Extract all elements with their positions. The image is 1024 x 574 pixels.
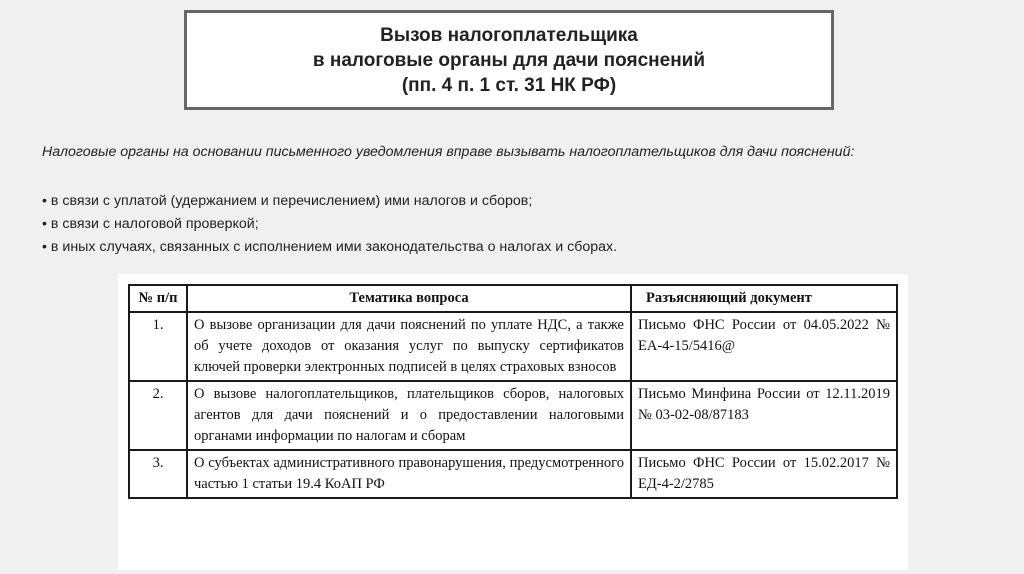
- row-num: 1.: [129, 312, 187, 381]
- row-topic: О вызове организации для дачи пояснений по уплате НДС, а также об учете доходов от оказания услуг по выпуску сертификатов ключей проверки электронных подписей в целях страховых взносов: [187, 312, 631, 381]
- title-line-3: (пп. 4 п. 1 ст. 31 НК РФ): [401, 74, 617, 96]
- header-num: № п/п: [129, 285, 187, 312]
- row-document: Письмо Минфина России от 12.11.2019 № 03-02-08/87183: [631, 381, 897, 450]
- table-row: [129, 312, 897, 381]
- title-line-1: Вызов налогоплательщика: [380, 24, 638, 46]
- row-document: Письмо ФНС России от 04.05.2022 № ЕА-4-15/5416@: [631, 312, 897, 381]
- row-num: 3.: [129, 450, 187, 498]
- table-row: [129, 450, 897, 498]
- bullet-item: • в связи с уплатой (удержанием и перечислением) ими налогов и сборов;: [42, 193, 533, 209]
- bullet-item: • в связи с налоговой проверкой;: [42, 216, 259, 232]
- row-topic: О субъектах административного правонарушения, предусмотренного частью 1 статьи 19.4 КоАП РФ: [187, 450, 631, 498]
- header-topic: Тематика вопроса: [187, 285, 631, 312]
- explanatory-documents-table: [128, 284, 898, 499]
- title-box: [184, 10, 834, 110]
- bullet-item: • в иных случаях, связанных с исполнением ими законодательства о налогах и сборах.: [42, 239, 618, 255]
- bullet-list: [42, 190, 617, 259]
- row-topic: О вызове налогоплательщиков, плательщиков сборов, налоговых агентов для дачи пояснений и о предоставлении налоговыми органами информации по налогам и сборам: [187, 381, 631, 450]
- title-line-2: в налоговые органы для дачи пояснений: [312, 49, 706, 71]
- intro-text: Налоговые органы на основании письменного уведомления вправе вызывать налогоплательщиков для дачи пояснений:: [42, 144, 855, 160]
- row-document: Письмо ФНС России от 15.02.2017 № ЕД-4-2/2785: [631, 450, 897, 498]
- table-header-row: [129, 285, 897, 312]
- row-num: 2.: [129, 381, 187, 450]
- table-row: [129, 381, 897, 450]
- header-document: Разъясняющий документ: [631, 285, 897, 312]
- document-scan-panel: [118, 274, 908, 570]
